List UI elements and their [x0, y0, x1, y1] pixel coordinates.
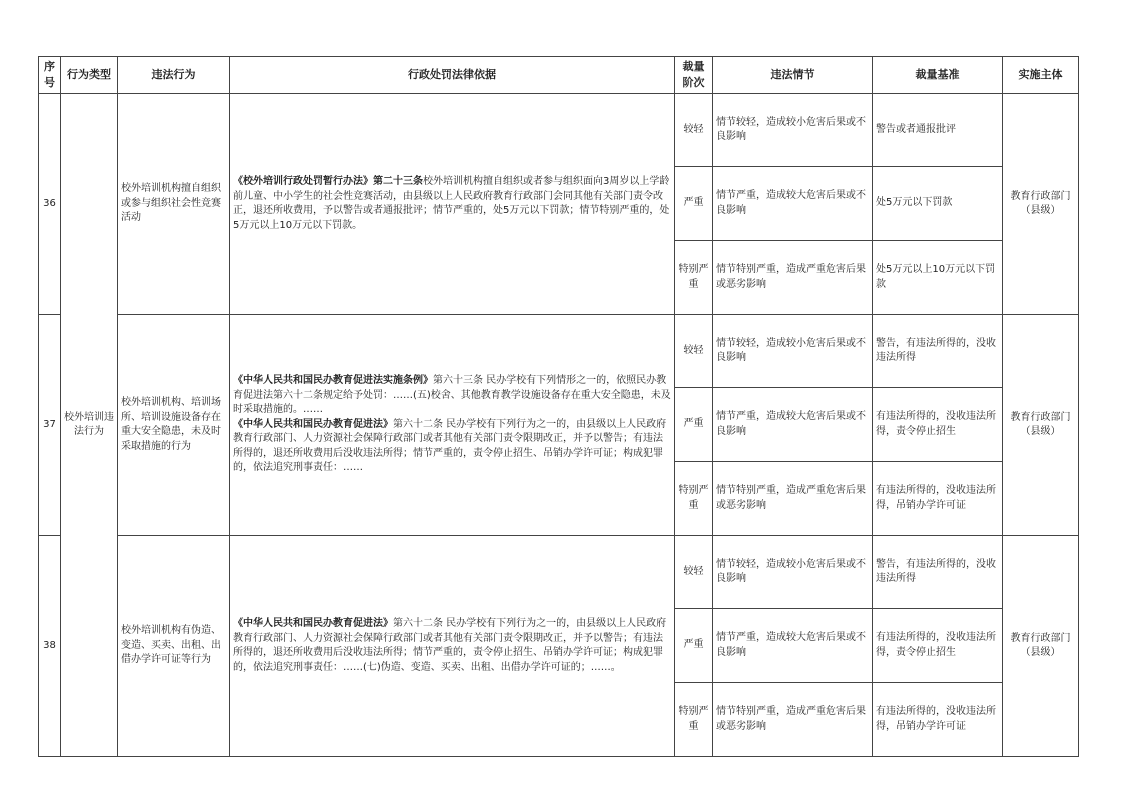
header-basis: 行政处罚法律依据 — [230, 57, 675, 94]
basis-title: 《中华人民共和国民办教育促进法》 — [233, 618, 393, 629]
level-cell: 较轻 — [675, 94, 713, 167]
basis-title: 《中华人民共和国民办教育促进法》 — [233, 418, 393, 430]
circumstance-cell: 情节较轻，造成较小危害后果或不良影响 — [713, 94, 873, 167]
level-cell: 较轻 — [675, 536, 713, 609]
row-seq: 37 — [39, 315, 61, 536]
standard-cell: 有违法所得的，没收违法所得，责令停止招生 — [873, 609, 1003, 683]
standard-cell: 处5万元以上10万元以下罚款 — [873, 241, 1003, 315]
row-act: 校外培训机构有伪造、变造、买卖、出租、出借办学许可证等行为 — [118, 536, 230, 757]
level-cell: 较轻 — [675, 315, 713, 388]
circumstance-cell: 情节严重，造成较大危害后果或不良影响 — [713, 167, 873, 241]
table-row — [39, 94, 1079, 167]
row-basis — [230, 315, 675, 536]
level-cell: 严重 — [675, 167, 713, 241]
level-cell: 严重 — [675, 388, 713, 462]
level-cell: 特别严重 — [675, 462, 713, 536]
circumstance-cell: 情节严重，造成较大危害后果或不良影响 — [713, 609, 873, 683]
standard-cell: 处5万元以下罚款 — [873, 167, 1003, 241]
table-row — [39, 536, 1079, 609]
table-row — [39, 315, 1079, 388]
circumstance-cell: 情节特别严重，造成严重危害后果或恶劣影响 — [713, 462, 873, 536]
circumstance-cell: 情节特别严重，造成严重危害后果或恶劣影响 — [713, 241, 873, 315]
level-cell: 特别严重 — [675, 241, 713, 315]
subject-cell: 教育行政部门（县级） — [1003, 536, 1079, 757]
row-act: 校外培训机构擅自组织或参与组织社会性竞赛活动 — [118, 94, 230, 315]
header-seq: 序号 — [39, 57, 61, 94]
basis-text: 第六十二条 民办学校有下列行为之一的，由县级以上人民政府教育行政部门、人力资源社会保障行政部门或者其他有关部门责令限期改正，并予以警告；有违法所得的，退还所收费用后没收违法所得；情节严重的，责令停止招生、吊销办学许可证；构成犯罪的，依法追究刑事责任：……(七)伪造、变造、买卖、出租、出借办学许可证的；……。 — [233, 618, 667, 673]
basis-title: 《校外培训行政处罚暂行办法》第二十三条 — [233, 176, 423, 187]
row-seq: 38 — [39, 536, 61, 757]
standard-cell: 警告，有违法所得的，没收违法所得 — [873, 536, 1003, 609]
header-category: 行为类型 — [61, 57, 118, 94]
row-basis — [230, 94, 675, 315]
standard-cell: 警告，有违法所得的，没收违法所得 — [873, 315, 1003, 388]
header-row — [39, 57, 1079, 94]
header-act: 违法行为 — [118, 57, 230, 94]
header-level: 裁量阶次 — [675, 57, 713, 94]
circumstance-cell: 情节较轻，造成较小危害后果或不良影响 — [713, 315, 873, 388]
basis-text: 第六十三条 民办学校有下列情形之一的，依照民办教育促进法第六十二条规定给予处罚：……(五)校舍、其他教育教学设施设备存在重大安全隐患，未及时采取措施的。…… — [233, 375, 671, 416]
header-subject: 实施主体 — [1003, 57, 1079, 94]
subject-cell: 教育行政部门（县级） — [1003, 94, 1079, 315]
level-cell: 特别严重 — [675, 683, 713, 757]
row-basis — [230, 536, 675, 757]
circumstance-cell: 情节较轻，造成较小危害后果或不良影响 — [713, 536, 873, 609]
circumstance-cell: 情节特别严重，造成严重危害后果或恶劣影响 — [713, 683, 873, 757]
standard-cell: 有违法所得的，没收违法所得，吊销办学许可证 — [873, 683, 1003, 757]
standard-cell: 有违法所得的，没收违法所得，吊销办学许可证 — [873, 462, 1003, 536]
basis-text: 第六十二条 民办学校有下列行为之一的，由县级以上人民政府教育行政部门、人力资源社会保障行政部门或者其他有关部门责令限期改正，并予以警告；有违法所得的，退还所收费用后没收违法所得；情节严重的，责令停止招生、吊销办学许可证；构成犯罪的，依法追究刑事责任：…… — [233, 418, 667, 474]
penalty-table — [38, 56, 1079, 757]
standard-cell: 有违法所得的，没收违法所得，责令停止招生 — [873, 388, 1003, 462]
circumstance-cell: 情节严重，造成较大危害后果或不良影响 — [713, 388, 873, 462]
basis-text: 校外培训机构擅自组织或者参与组织面向3周岁以上学龄前儿童、中小学生的社会性竞赛活动，由县级以上人民政府教育行政部门会同其他有关部门责令改正，退还所收费用，予以警告或者通报批评；情节严重的，处5万元以下罚款；情节特别严重的，处5万元以上10万元以下罚款。 — [233, 176, 670, 231]
category-cell: 校外培训违法行为 — [61, 94, 118, 757]
level-cell: 严重 — [675, 609, 713, 683]
basis-title: 《中华人民共和国民办教育促进法实施条例》 — [233, 375, 433, 387]
header-standard: 裁量基准 — [873, 57, 1003, 94]
subject-cell: 教育行政部门（县级） — [1003, 315, 1079, 536]
row-seq: 36 — [39, 94, 61, 315]
header-circumstance: 违法情节 — [713, 57, 873, 94]
standard-cell: 警告或者通报批评 — [873, 94, 1003, 167]
row-act: 校外培训机构、培训场所、培训设施设备存在重大安全隐患，未及时采取措施的行为 — [118, 315, 230, 536]
